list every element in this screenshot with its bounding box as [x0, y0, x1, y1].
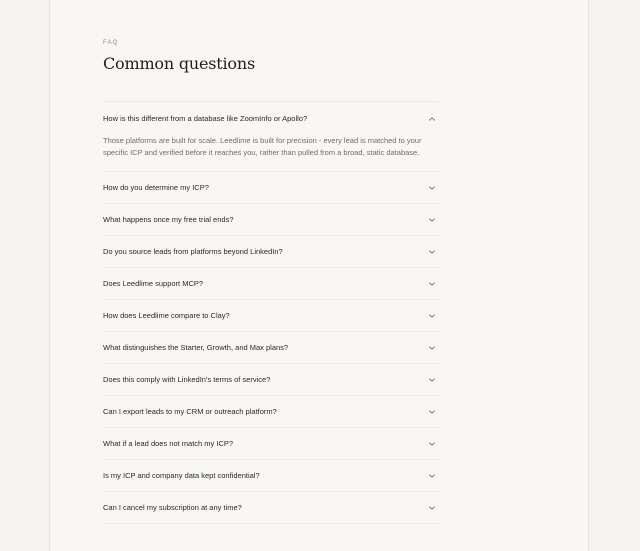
chevron-down-icon[interactable]: [428, 312, 436, 320]
faq-question-toggle[interactable]: [103, 396, 438, 427]
chevron-down-icon[interactable]: [428, 184, 436, 192]
faq-question-label: Can I export leads to my CRM or outreach platform?: [103, 407, 277, 416]
faq-question-label: What happens once my free trial ends?: [103, 215, 234, 224]
chevron-down-icon[interactable]: [428, 504, 436, 512]
chevron-down-icon[interactable]: [428, 248, 436, 256]
chevron-down-icon[interactable]: [428, 440, 436, 448]
chevron-down-icon[interactable]: [428, 472, 436, 480]
faq-item: [103, 172, 438, 204]
faq-item: [103, 428, 438, 460]
faq-item: [103, 460, 438, 492]
faq-item: [103, 332, 438, 364]
faq-answer: Those platforms are built for scale. Leedlime is built for precision - every lead is matched to your specific ICP and verified before it reaches you, rather than pulled from a broad, static database.: [103, 136, 422, 157]
faq-question-toggle[interactable]: [103, 236, 438, 267]
faq-item: [103, 396, 438, 428]
chevron-down-icon[interactable]: [428, 376, 436, 384]
faq-question-toggle[interactable]: [103, 102, 438, 135]
chevron-down-icon[interactable]: [428, 344, 436, 352]
chevron-down-icon[interactable]: [428, 216, 436, 224]
faq-item: [103, 268, 438, 300]
faq-question-toggle[interactable]: [103, 492, 438, 523]
faq-item: [103, 102, 438, 172]
faq-item: [103, 204, 438, 236]
chevron-up-icon[interactable]: [428, 115, 436, 123]
faq-list: [103, 101, 438, 524]
faq-question-toggle[interactable]: [103, 172, 438, 203]
faq-question-label: What distinguishes the Starter, Growth, and Max plans?: [103, 343, 289, 352]
faq-question-label: Does this comply with LinkedIn's terms of service?: [103, 375, 271, 384]
faq-question-toggle[interactable]: [103, 460, 438, 491]
faq-question-label: How does Leedlime compare to Clay?: [103, 311, 230, 320]
faq-question-toggle[interactable]: [103, 268, 438, 299]
faq-question-label: Do you source leads from platforms beyond LinkedIn?: [103, 247, 283, 256]
faq-question-toggle[interactable]: [103, 332, 438, 363]
faq-question-toggle[interactable]: [103, 364, 438, 395]
faq-question-label: Is my ICP and company data kept confidential?: [103, 471, 260, 480]
faq-item: [103, 300, 438, 332]
faq-question-toggle[interactable]: [103, 300, 438, 331]
faq-question-label: How is this different from a database like ZoomInfo or Apollo?: [103, 114, 308, 123]
faq-question-label: Does Leedlime support MCP?: [103, 279, 204, 288]
chevron-down-icon[interactable]: [428, 280, 436, 288]
chevron-down-icon[interactable]: [428, 408, 436, 416]
faq-question-label: How do you determine my ICP?: [103, 183, 209, 192]
faq-question-label: What if a lead does not match my ICP?: [103, 439, 234, 448]
faq-item: [103, 492, 438, 524]
faq-question-label: Can I cancel my subscription at any time?: [103, 503, 242, 512]
faq-item: [103, 236, 438, 268]
faq-item: [103, 364, 438, 396]
section-title: Common questions: [103, 54, 255, 73]
section-eyebrow: FAQ: [103, 40, 119, 46]
faq-question-toggle[interactable]: [103, 204, 438, 235]
faq-question-toggle[interactable]: [103, 428, 438, 459]
